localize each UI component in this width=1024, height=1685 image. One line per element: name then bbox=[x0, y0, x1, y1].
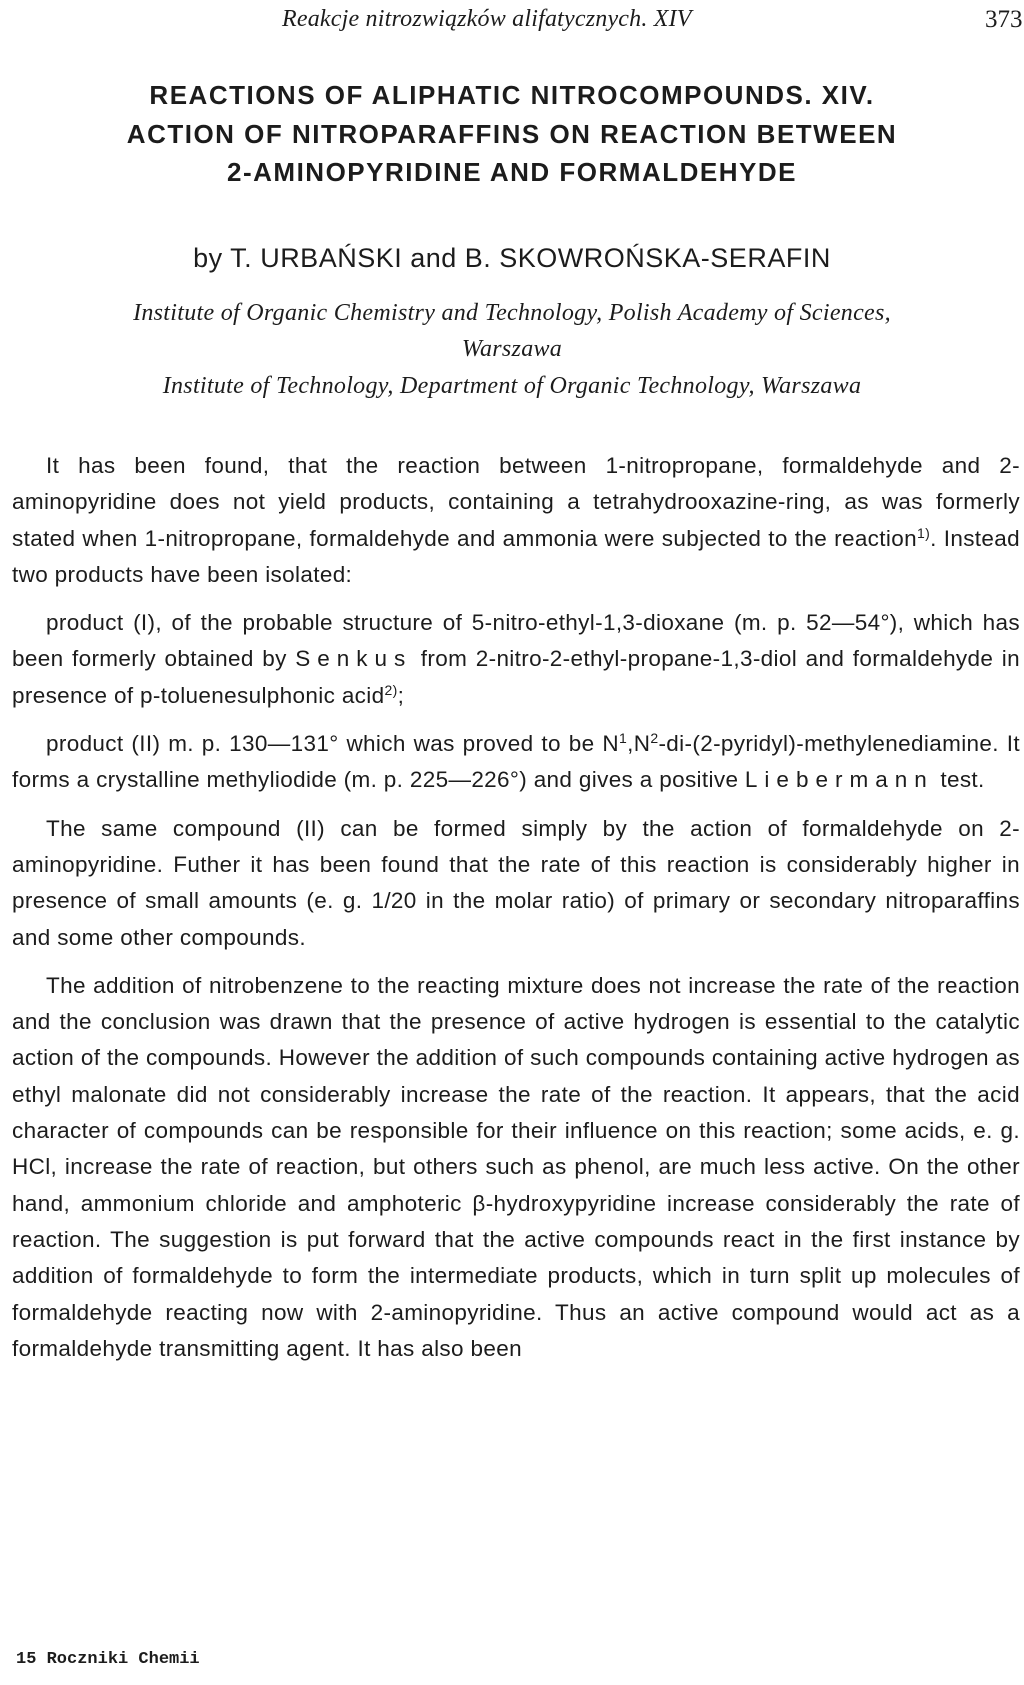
printer-signature: 15 Roczniki Chemii bbox=[16, 1650, 200, 1669]
author-name-liebermann: Liebermann bbox=[744, 767, 934, 793]
reference-marker-1: 1) bbox=[916, 524, 931, 541]
paragraph-findings: It has been found, that the reaction between 1-nitropropane, formaldehyde and 2-aminopyridine does not yield products, containing a tetrahydrooxazine-ring, as was formerly stated when 1-nitropropane, formaldehyde and ammonia were subjected to the reaction$^{1)}$. Instead two products have been isolated: bbox=[12, 453, 1020, 587]
paragraph-product-1: product (I), of the probable structure of 5-nitro-ethyl-1,3-dioxane (m. p. 52—54°), which has been formerly obtained by Senkus from 2-nitro-2-ethyl-propane-1,3-diol and formaldehyde in presence of p-toluenesulphonic acid$^{2)}$; bbox=[12, 610, 1021, 708]
running-head-title: Reakcje nitrozwiązków alifatycznych. XIV bbox=[282, 6, 692, 32]
paragraph-mechanism: The addition of nitrobenzene to the reacting mixture does not increase the rate of the reaction and the conclusion was drawn that the presence of active hydrogen is essential to the catalytic action of the compounds. However the addition of such compounds containing active hydrogen as ethyl malonate did not considerably increase the rate of the reaction. It appears, that the acid character of compounds can be responsible for their influence on this reaction; some acids, e. g. HCl, increase the rate of reaction, but others such as phenol, are much less active. On the other hand, ammonium chloride and amphoteric β-hydroxypyridine increase considerably the rate of reaction. The suggestion is put forward that the active compounds react in the first instance by addition of formaldehyde to form the intermediate products, which in turn split up molecules of formaldehyde reacting now with 2-aminopyridine. Thus an active compound would act as a formaldehyde transmitting agent. It has also been bbox=[12, 972, 1020, 1361]
author-byline: by T. URBAŃSKI and B. SKOWROŃSKA-SERAFIN bbox=[193, 243, 831, 273]
paragraph-product-2: product (II) m. p. 130—131° which was proved to be $N^1,N^2-di-(2-pyridyl)$-methylenediamine. It forms a crystalline methyliodide (m. p. 225—226°) and gives a positive Liebermann test. bbox=[12, 730, 1020, 793]
article-title-line-2: ACTION OF NITROPARAFFINS ON REACTION BETWEEN bbox=[126, 119, 898, 149]
page-number: 373 bbox=[985, 6, 1023, 33]
reference-marker-2: 2) bbox=[384, 681, 398, 698]
affiliation-first-line-1: Institute of Organic Chemistry and Technology, Polish Academy of Sciences, bbox=[133, 300, 891, 326]
affiliation-first-line-2: Warszawa bbox=[461, 336, 563, 362]
abstract-body bbox=[12, 448, 1020, 1367]
article-title-line-1: REACTIONS OF ALIPHATIC NITROCOMPOUNDS. XIV. bbox=[149, 80, 875, 110]
author-name-senkus: Senkus bbox=[295, 646, 413, 672]
article-title-line-3: 2-AMINOPYRIDINE AND FORMALDEHYDE bbox=[227, 157, 797, 187]
paragraph-rate: The same compound (II) can be formed simply by the action of formaldehyde on 2-aminopyridine. Futher it has been found that the rate of this reaction is considerably higher in presence of small amounts (e. g. 1/20 in the molar ratio) of primary or secondary nitroparaffins and some other compounds. bbox=[12, 815, 1020, 950]
affiliation-second: Institute of Technology, Department of Organic Technology, Warszawa bbox=[162, 373, 862, 399]
